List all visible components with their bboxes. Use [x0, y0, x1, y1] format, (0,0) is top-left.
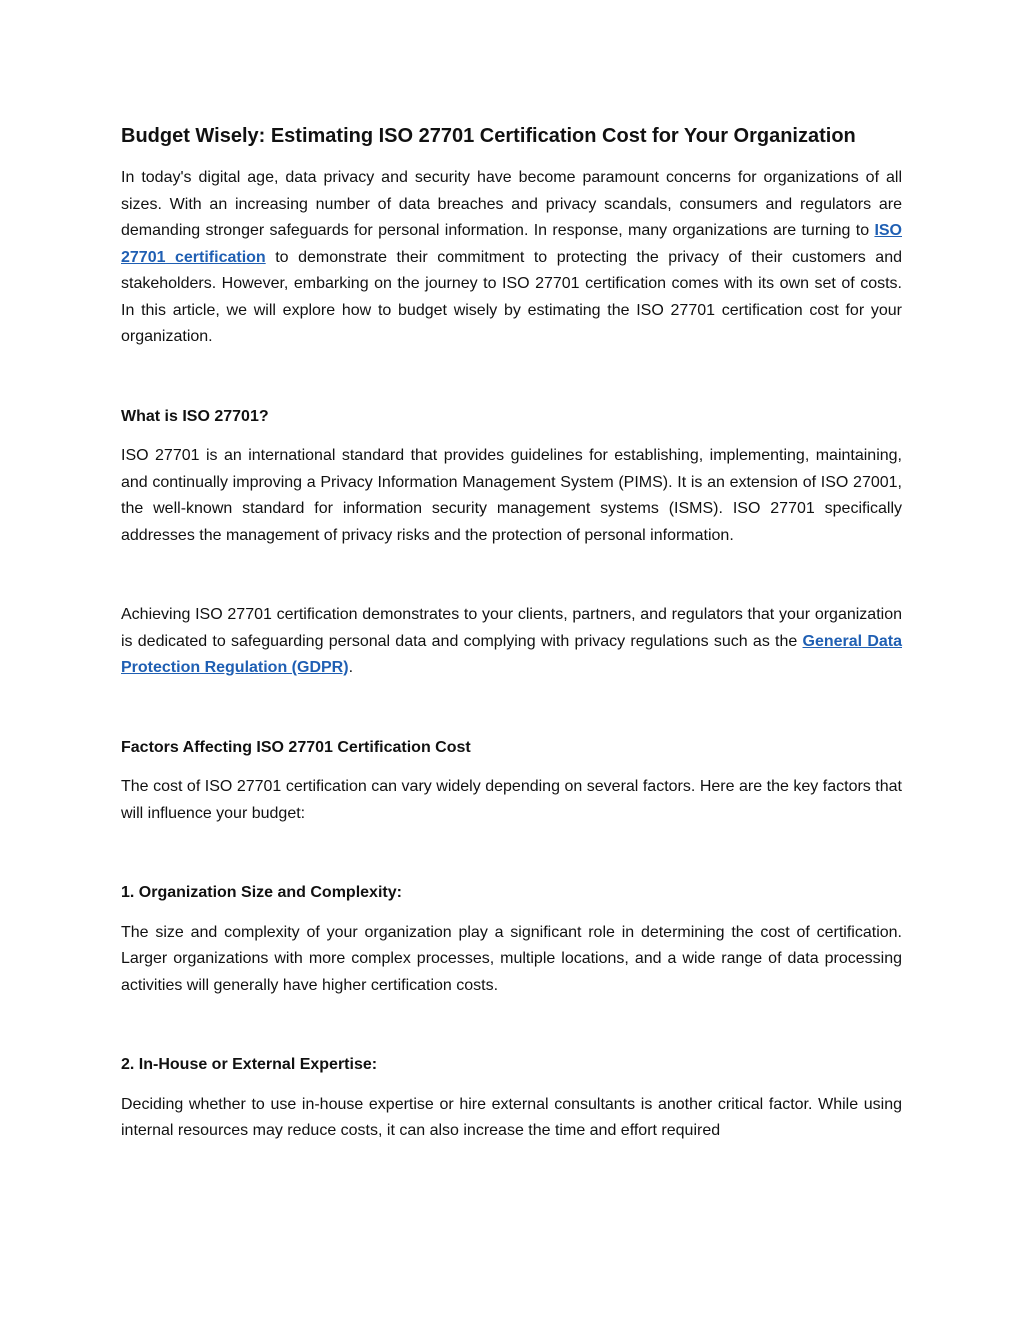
intro-text-start: In today's digital age, data privacy and security have become paramount concerns for organizations of all sizes. With an increasing number of data breaches and privacy scandals, consumers and regulators are demanding stronger safeguards for personal information. In response, many organizations are turning to [121, 169, 902, 239]
section-heading-factors: Factors Affecting ISO 27701 Certification Cost [121, 738, 471, 756]
achieving-paragraph [121, 602, 902, 682]
section-heading-factor-2: 2. In-House or External Expertise: [121, 1056, 378, 1073]
achieving-text-start: Achieving ISO 27701 certification demonstrates to your clients, partners, and regulators that your organization is dedicated to safeguarding personal data and complying with privacy regulations such as the [121, 606, 902, 650]
document-page [121, 122, 902, 1145]
factors-paragraph: The cost of ISO 27701 certification can vary widely depending on several factors. Here are the key factors that will influence your budget: [121, 778, 902, 822]
section-heading-factor-1: 1. Organization Size and Complexity: [121, 884, 402, 901]
document-title: Budget Wisely: Estimating ISO 27701 Certification Cost for Your Organization [121, 125, 856, 147]
intro-text-end: to demonstrate their commitment to protecting the privacy of their customers and stakeholders. However, embarking on the journey to ISO 27701 certification comes with its own set of costs. In this article, we will explore how to budget wisely by estimating the ISO 27701 certification cost for your organization. [121, 248, 902, 345]
iso-27701-certification-link[interactable]: ISO 27701 certification [121, 222, 902, 266]
intro-paragraph [121, 165, 902, 351]
section-heading-what-is: What is ISO 27701? [121, 407, 269, 425]
factor-2-paragraph: Deciding whether to use in-house expertise or hire external consultants is another critical factor. While using internal resources may reduce costs, it can also increase the time and effort required [121, 1095, 902, 1139]
factor-1-paragraph: The size and complexity of your organization play a significant role in determining the cost of certification. Larger organizations with more complex processes, multiple locations, and a wide range of data processing activities will generally have higher certification costs. [121, 923, 902, 994]
gdpr-link[interactable]: General Data Protection Regulation (GDPR) [121, 632, 903, 676]
what-is-paragraph: ISO 27701 is an international standard that provides guidelines for establishing, implementing, maintaining, and continually improving a Privacy Information Management System (PIMS). It is an extension of ISO 27001, the well-known standard for information security management systems (ISMS). ISO 27701 specifically addresses the management of privacy risks and the protection of personal information. [121, 447, 902, 544]
achieving-text-end: . [348, 659, 354, 676]
